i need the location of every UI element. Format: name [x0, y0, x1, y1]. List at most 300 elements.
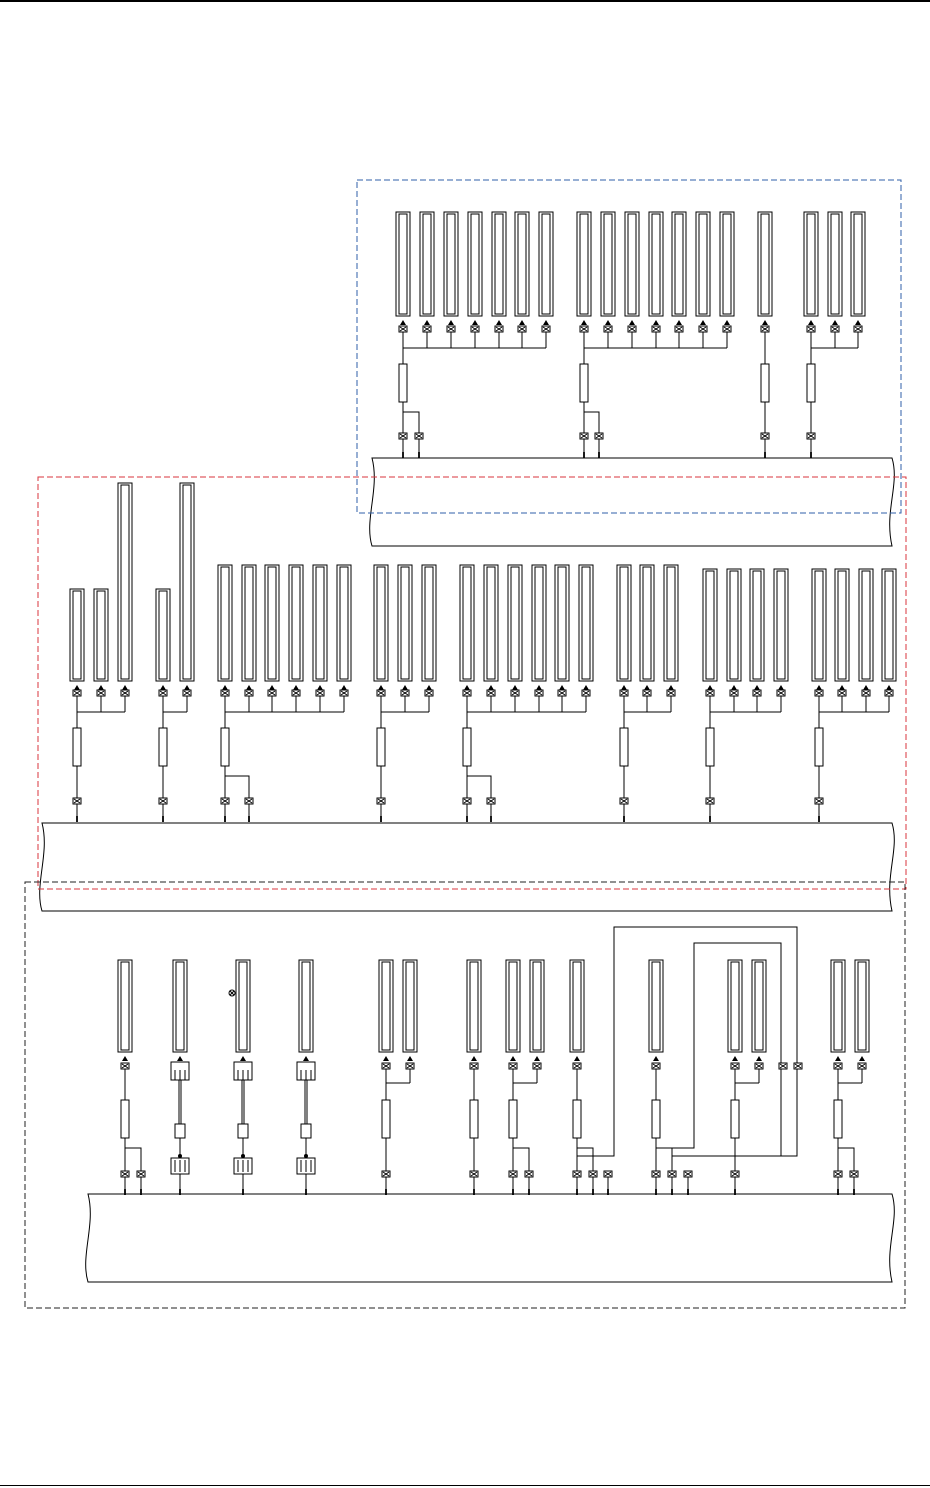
- terminal-strip: [859, 569, 873, 681]
- terminal-strip-inner: [582, 567, 590, 679]
- arrow-up-icon: [378, 685, 384, 690]
- terminal-box-icon: [382, 1171, 390, 1177]
- terminal-strip: [640, 565, 654, 681]
- arrow-up-icon: [246, 685, 252, 690]
- channel: [577, 212, 734, 458]
- arrow-up-icon: [184, 685, 190, 690]
- terminal-box-icon: [573, 1171, 581, 1177]
- arrow-up-icon: [732, 1056, 738, 1061]
- terminal-box-icon: [753, 690, 761, 696]
- fuse-element: [463, 728, 471, 766]
- terminal-strip-inner: [463, 567, 471, 679]
- terminal-box-icon: [533, 1063, 541, 1069]
- arrow-up-icon: [519, 320, 525, 325]
- terminal-box-icon: [834, 1063, 842, 1069]
- terminal-strip: [555, 565, 569, 681]
- terminal-box-icon: [121, 690, 129, 696]
- terminal-strip: [617, 565, 631, 681]
- arrow-up-icon: [407, 1056, 413, 1061]
- terminal-strip-inner: [340, 567, 348, 679]
- terminal-box-icon: [518, 326, 526, 332]
- terminal-strip: [728, 960, 742, 1052]
- arrow-up-icon: [448, 320, 454, 325]
- terminal-strip-inner: [667, 567, 675, 679]
- bus-bar-bottom: [86, 1194, 895, 1282]
- terminal-strip-inner: [316, 567, 324, 679]
- arrow-up-icon: [754, 685, 760, 690]
- fuse-element: [761, 364, 769, 402]
- terminal-strip: [173, 960, 187, 1052]
- arrow-up-icon: [543, 320, 549, 325]
- plug-connector-icon: [234, 1062, 252, 1080]
- terminal-box-icon: [415, 433, 423, 439]
- terminal-strip-inner: [643, 567, 651, 679]
- terminal-box-icon: [221, 798, 229, 804]
- terminal-strip-inner: [731, 962, 739, 1050]
- terminal-strip: [70, 589, 84, 681]
- terminal-box-icon: [834, 1171, 842, 1177]
- terminal-strip: [664, 565, 678, 681]
- terminal-strip-inner: [675, 214, 683, 314]
- channel: [812, 569, 896, 822]
- fuse-element: [807, 364, 815, 402]
- channel: [218, 565, 351, 822]
- terminal-box-icon: [399, 433, 407, 439]
- terminal-strip-inner: [573, 962, 581, 1050]
- terminal-box-icon: [558, 690, 566, 696]
- terminal-strip-inner: [471, 214, 479, 314]
- arrow-up-icon: [644, 685, 650, 690]
- arrow-up-icon: [653, 320, 659, 325]
- terminal-box-icon: [858, 1063, 866, 1069]
- terminal-strip: [752, 960, 766, 1052]
- terminal-strip-inner: [815, 571, 823, 679]
- terminal-strip-inner: [580, 214, 588, 314]
- terminal-box-icon: [406, 1063, 414, 1069]
- terminal-box-icon: [580, 326, 588, 332]
- fuse-element: [221, 728, 229, 766]
- frame-bottom-group: [25, 882, 905, 1308]
- terminal-strip-inner: [558, 567, 566, 679]
- wire: [403, 412, 419, 433]
- wire: [125, 1148, 141, 1171]
- fuse-element: [509, 1100, 517, 1138]
- terminal-strip: [242, 565, 256, 681]
- channel: [831, 960, 869, 1195]
- terminal-strip-inner: [382, 962, 390, 1050]
- plug-connector-icon: [171, 1158, 189, 1174]
- terminal-box-icon: [862, 690, 870, 696]
- arrow-up-icon: [724, 320, 730, 325]
- channel: [506, 960, 544, 1195]
- terminal-box-icon: [377, 798, 385, 804]
- terminal-strip-inner: [245, 567, 253, 679]
- terminal-box-icon: [815, 798, 823, 804]
- terminal-strip-inner: [706, 571, 714, 679]
- arrow-up-icon: [424, 320, 430, 325]
- terminal-strip-inner: [239, 962, 247, 1050]
- arrow-up-icon: [778, 685, 784, 690]
- terminal-strip-inner: [159, 591, 167, 679]
- channel: [649, 960, 676, 1195]
- plug-connector-icon: [171, 1062, 189, 1080]
- arrow-up-icon: [98, 685, 104, 690]
- arrow-up-icon: [464, 685, 470, 690]
- wire: [225, 776, 249, 798]
- terminal-box-icon: [463, 798, 471, 804]
- terminal-strip-inner: [425, 567, 433, 679]
- terminal-box-icon: [699, 326, 707, 332]
- plug-connector-icon: [297, 1158, 315, 1174]
- terminal-box-icon: [652, 326, 660, 332]
- terminal-strip: [218, 565, 232, 681]
- terminal-box-icon: [573, 1063, 581, 1069]
- terminal-strip: [696, 212, 710, 316]
- terminal-box-icon: [268, 690, 276, 696]
- fuse-element: [815, 728, 823, 766]
- terminal-strip: [649, 960, 663, 1052]
- terminal-strip: [492, 212, 506, 316]
- terminal-strip-inner: [620, 567, 628, 679]
- channel: [156, 483, 194, 822]
- channel: [570, 960, 597, 1195]
- terminal-strip-inner: [628, 214, 636, 314]
- terminal-box-icon: [731, 1171, 739, 1177]
- channel: [70, 483, 132, 822]
- terminal-strip-inner: [535, 567, 543, 679]
- arrow-up-icon: [122, 1056, 128, 1061]
- terminal-strip-inner: [406, 962, 414, 1050]
- terminal-strip: [420, 212, 434, 316]
- terminal-strip-inner: [495, 214, 503, 314]
- terminal-strip-inner: [401, 567, 409, 679]
- terminal-strip: [804, 212, 818, 316]
- terminal-box-icon: [667, 690, 675, 696]
- terminal-box-icon: [535, 690, 543, 696]
- fuse-element: [377, 728, 385, 766]
- terminal-strip: [460, 565, 474, 681]
- terminal-box-icon: [595, 433, 603, 439]
- terminal-box-icon: [620, 690, 628, 696]
- wire: [467, 776, 491, 798]
- arrow-up-icon: [756, 1056, 762, 1061]
- terminal-strip: [882, 569, 896, 681]
- terminal-strip-inner: [862, 571, 870, 679]
- terminal-box-icon: [885, 690, 893, 696]
- terminal-box-icon: [643, 690, 651, 696]
- terminal-box-icon: [292, 690, 300, 696]
- arrow-up-icon: [581, 320, 587, 325]
- terminal-strip-inner: [268, 567, 276, 679]
- fuse-element: [652, 1100, 660, 1138]
- junction-dot: [178, 1154, 182, 1158]
- fuse-element: [834, 1100, 842, 1138]
- cable-group-top: [370, 212, 895, 546]
- fuse-element: [620, 728, 628, 766]
- terminal-box-icon: [471, 326, 479, 332]
- wire: [577, 1148, 593, 1171]
- terminal-strip: [835, 569, 849, 681]
- bus-bar-middle: [40, 823, 895, 911]
- arrow-up-icon: [240, 1056, 246, 1061]
- terminal-strip: [398, 565, 412, 681]
- arrow-up-icon: [668, 685, 674, 690]
- terminal-strip-inner: [509, 962, 517, 1050]
- terminal-box-icon: [761, 433, 769, 439]
- terminal-strip: [851, 212, 865, 316]
- terminal-strip: [289, 565, 303, 681]
- arrow-up-icon: [512, 685, 518, 690]
- channel: [617, 565, 678, 822]
- arrow-up-icon: [629, 320, 635, 325]
- terminal-strip: [812, 569, 826, 681]
- channel: [728, 960, 766, 1195]
- terminal-box-icon: [684, 1171, 692, 1177]
- arrow-up-icon: [122, 685, 128, 690]
- terminal-strip-inner: [302, 962, 310, 1050]
- terminal-strip: [484, 565, 498, 681]
- terminal-strip: [579, 565, 593, 681]
- arrow-up-icon: [341, 685, 347, 690]
- fuse-element: [238, 1124, 248, 1138]
- fuse-element: [580, 364, 588, 402]
- fuse-element: [159, 728, 167, 766]
- arrow-up-icon: [402, 685, 408, 690]
- terminal-box-icon: [470, 1171, 478, 1177]
- terminal-strip: [444, 212, 458, 316]
- terminal-box-icon: [761, 326, 769, 332]
- terminal-strip: [299, 960, 313, 1052]
- terminal-box-icon: [511, 690, 519, 696]
- terminal-strip-inner: [518, 214, 526, 314]
- terminal-box-icon: [807, 433, 815, 439]
- terminal-strip: [337, 565, 351, 681]
- terminal-strip: [180, 483, 194, 681]
- terminal-box-icon: [377, 690, 385, 696]
- channel: [460, 565, 593, 822]
- terminal-box-icon: [509, 1171, 517, 1177]
- terminal-strip: [265, 565, 279, 681]
- arrow-up-icon: [835, 1056, 841, 1061]
- terminal-box-icon: [382, 1063, 390, 1069]
- fuse-element: [73, 728, 81, 766]
- arrow-up-icon: [293, 685, 299, 690]
- arrow-up-icon: [707, 685, 713, 690]
- terminal-box-icon: [730, 690, 738, 696]
- terminal-box-icon: [755, 1063, 763, 1069]
- terminal-strip: [118, 483, 132, 681]
- terminal-box-icon: [838, 690, 846, 696]
- arrow-up-icon: [488, 685, 494, 690]
- terminal-box-icon: [706, 798, 714, 804]
- terminal-box-icon: [245, 798, 253, 804]
- terminal-box-icon: [425, 690, 433, 696]
- terminal-box-icon: [137, 1171, 145, 1177]
- wire: [513, 1148, 529, 1171]
- terminal-box-icon: [542, 326, 550, 332]
- arrow-up-icon: [471, 1056, 477, 1061]
- channel: [758, 212, 772, 458]
- terminal-strip: [94, 589, 108, 681]
- arrow-up-icon: [496, 320, 502, 325]
- terminal-strip: [703, 569, 717, 681]
- terminal-strip: [539, 212, 553, 316]
- terminal-box-icon: [807, 326, 815, 332]
- terminal-box-icon: [589, 1171, 597, 1177]
- arrow-up-icon: [676, 320, 682, 325]
- arrow-up-icon: [303, 1056, 309, 1061]
- plug-channel: [297, 960, 315, 1195]
- cable-group-bottom: [86, 927, 895, 1282]
- arrow-up-icon: [653, 1056, 659, 1061]
- terminal-box-icon: [221, 690, 229, 696]
- arrow-up-icon: [559, 685, 565, 690]
- terminal-strip-inner: [377, 567, 385, 679]
- terminal-box-icon: [525, 1171, 533, 1177]
- terminal-strip: [468, 212, 482, 316]
- terminal-box-icon: [245, 690, 253, 696]
- terminal-strip-inner: [753, 571, 761, 679]
- terminal-strip-inner: [423, 214, 431, 314]
- terminal-box-icon: [401, 690, 409, 696]
- terminal-strip-inner: [834, 962, 842, 1050]
- fuse-element: [573, 1100, 581, 1138]
- terminal-strip: [601, 212, 615, 316]
- terminal-strip-inner: [487, 567, 495, 679]
- fuse-element: [731, 1100, 739, 1138]
- terminal-box-icon: [159, 690, 167, 696]
- terminal-strip: [750, 569, 764, 681]
- terminal-box-icon: [487, 690, 495, 696]
- terminal-strip: [236, 960, 250, 1052]
- terminal-strip-inner: [838, 571, 846, 679]
- terminal-box-icon: [73, 690, 81, 696]
- arrow-up-icon: [383, 1056, 389, 1061]
- arrow-up-icon: [222, 685, 228, 690]
- terminal-box-icon: [850, 1171, 858, 1177]
- terminal-strip-inner: [831, 214, 839, 314]
- terminal-box-icon: [183, 690, 191, 696]
- arrow-up-icon: [74, 685, 80, 690]
- terminal-strip: [855, 960, 869, 1052]
- wire: [838, 1148, 854, 1171]
- junction-dot: [241, 1154, 245, 1158]
- channel: [703, 569, 788, 822]
- terminal-box-icon: [731, 1063, 739, 1069]
- fuse-element: [175, 1124, 185, 1138]
- terminal-box-icon: [159, 798, 167, 804]
- terminal-box-icon: [652, 1171, 660, 1177]
- terminal-strip-inner: [121, 485, 129, 679]
- terminal-strip: [530, 960, 544, 1052]
- arrow-up-icon: [534, 1056, 540, 1061]
- terminal-strip-inner: [885, 571, 893, 679]
- terminal-strip-inner: [183, 485, 191, 679]
- terminal-box-icon: [316, 690, 324, 696]
- terminal-strip-inner: [730, 571, 738, 679]
- terminal-box-icon: [399, 326, 407, 332]
- arrow-up-icon: [832, 320, 838, 325]
- plug-channel: [234, 960, 252, 1195]
- terminal-strip-inner: [121, 962, 129, 1050]
- terminal-strip: [374, 565, 388, 681]
- terminal-strip: [577, 212, 591, 316]
- arrow-up-icon: [839, 685, 845, 690]
- terminal-box-icon: [831, 326, 839, 332]
- terminal-strip: [467, 960, 481, 1052]
- terminal-strip: [720, 212, 734, 316]
- terminal-strip-inner: [97, 591, 105, 679]
- terminal-box-icon: [652, 1063, 660, 1069]
- terminal-box-icon: [706, 690, 714, 696]
- arrow-up-icon: [859, 1056, 865, 1061]
- terminal-strip-inner: [807, 214, 815, 314]
- terminal-box-icon: [620, 798, 628, 804]
- arrow-up-icon: [317, 685, 323, 690]
- arrow-up-icon: [605, 320, 611, 325]
- arrow-up-icon: [472, 320, 478, 325]
- terminal-box-icon: [675, 326, 683, 332]
- terminal-box-icon: [854, 326, 862, 332]
- bus-bar-top: [370, 458, 895, 546]
- terminal-box-icon: [340, 690, 348, 696]
- arrow-up-icon: [731, 685, 737, 690]
- terminal-strip: [515, 212, 529, 316]
- terminal-strip: [379, 960, 393, 1052]
- channel: [396, 212, 553, 458]
- terminal-box-icon: [582, 690, 590, 696]
- arrow-up-icon: [426, 685, 432, 690]
- terminal-strip: [649, 212, 663, 316]
- terminal-strip: [403, 960, 417, 1052]
- terminal-strip-inner: [854, 214, 862, 314]
- fuse-element: [121, 1100, 129, 1138]
- terminal-box-icon: [604, 1171, 612, 1177]
- terminal-box-icon: [509, 1063, 517, 1069]
- terminal-box-icon: [73, 798, 81, 804]
- arrow-up-icon: [762, 320, 768, 325]
- wire: [584, 412, 599, 433]
- arrow-up-icon: [700, 320, 706, 325]
- arrow-up-icon: [400, 320, 406, 325]
- arrow-up-icon: [269, 685, 275, 690]
- arrow-up-icon: [808, 320, 814, 325]
- channel: [379, 960, 417, 1195]
- terminal-strip-inner: [761, 214, 769, 314]
- terminal-strip: [506, 960, 520, 1052]
- terminal-strip: [758, 212, 772, 316]
- terminal-strip-inner: [652, 214, 660, 314]
- terminal-box-icon: [777, 690, 785, 696]
- terminal-strip: [313, 565, 327, 681]
- channel: [804, 212, 865, 458]
- terminal-box-icon: [463, 690, 471, 696]
- fuse-element: [706, 728, 714, 766]
- terminal-strip-inner: [399, 214, 407, 314]
- terminal-strip-inner: [470, 962, 478, 1050]
- terminal-strip-inner: [542, 214, 550, 314]
- terminal-strip: [118, 960, 132, 1052]
- terminal-strip: [727, 569, 741, 681]
- terminal-strip-inner: [755, 962, 763, 1050]
- terminal-strip: [828, 212, 842, 316]
- arrow-up-icon: [863, 685, 869, 690]
- terminal-strip: [422, 565, 436, 681]
- terminal-strip-inner: [858, 962, 866, 1050]
- arrow-up-icon: [160, 685, 166, 690]
- plug-connector-icon: [234, 1158, 252, 1174]
- plug-connector-icon: [297, 1062, 315, 1080]
